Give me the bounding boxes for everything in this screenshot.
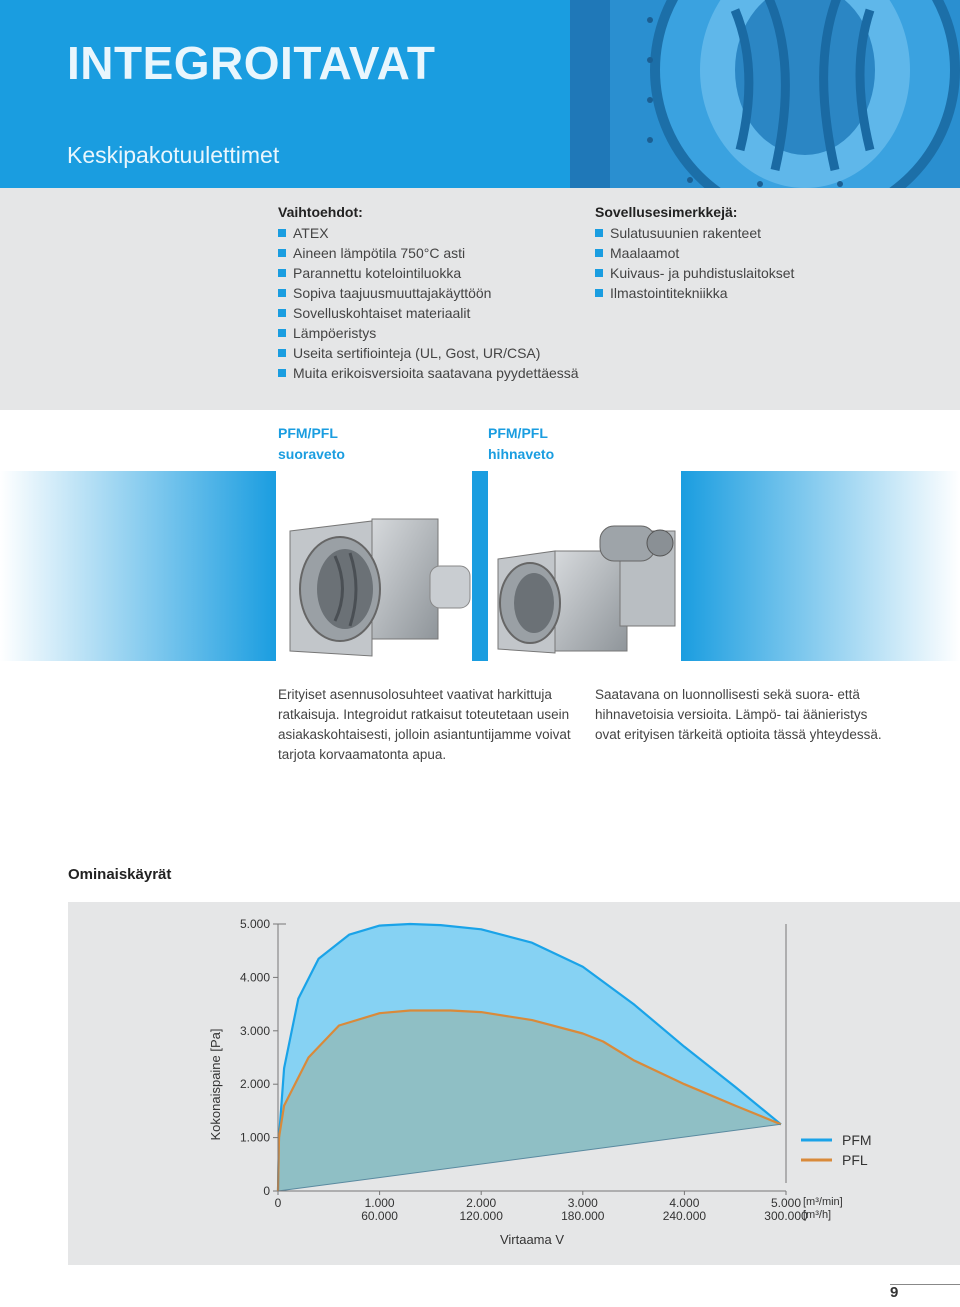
chart-section-title: Ominaiskäyrät: [68, 866, 172, 883]
list-item: Aineen lämpötila 750°C asti: [278, 243, 588, 263]
x-axis-label: Virtaama V: [499, 1232, 565, 1247]
page-title: INTEGROITAVAT: [67, 37, 436, 89]
y-tick-label: 2.000: [239, 1077, 270, 1092]
page-number: 9: [890, 1284, 899, 1301]
y-tick-label: 4.000: [239, 970, 270, 985]
x-tick-label: 2.000: [466, 1196, 497, 1210]
x-unit-primary: [m³/min]: [803, 1196, 843, 1208]
chart-legend: [801, 1132, 872, 1168]
y-axis-ticks: [240, 917, 278, 1198]
x-unit-secondary: [m³/h]: [803, 1209, 832, 1221]
x-tick-label: 5.000: [770, 1196, 802, 1210]
list-item: Maalaamot: [595, 243, 915, 263]
legend-pfl-label: PFL: [842, 1152, 868, 1168]
product-label-direct: PFM/PFL suoraveto: [278, 425, 345, 462]
list-item: Kuivaus- ja puhdistuslaitokset: [595, 263, 915, 283]
chart-areas: [278, 924, 781, 1191]
paragraph-right: Saatavana on luonnollisesti sekä suora- että hihnavetoisia versioita. Lämpö- tai äänieristys ovat erityisen tärkeitä optioita tässä yhteydessä.: [595, 687, 882, 742]
x-tick-label-secondary: 60.000: [361, 1209, 398, 1223]
list-item: Sopiva taajuusmuuttajakäyttöön: [278, 283, 588, 303]
x-tick-label: 3.000: [567, 1196, 598, 1210]
applications-list: [595, 202, 915, 303]
legend-pfm-label: PFM: [842, 1132, 872, 1148]
y-tick-label: 5.000: [239, 917, 270, 931]
y-axis-label: Kokonaispaine [Pa]: [208, 1028, 223, 1141]
x-tick-label-secondary: 180.000: [561, 1209, 605, 1223]
y-tick-label: 0: [263, 1184, 270, 1198]
list-item: ATEX: [278, 223, 588, 243]
product-photos: [0, 471, 960, 661]
list-item: Useita sertifiointeja (UL, Gost, UR/CSA): [278, 343, 588, 363]
list-item: Sovelluskohtaiset materiaalit: [278, 303, 588, 323]
list-item: Parannettu kotelointiluokka: [278, 263, 588, 283]
area-pfl: [278, 1011, 781, 1192]
list-item: Ilmastointitekniikka: [595, 283, 915, 303]
page-subtitle: Keskipakotuulettimet: [67, 142, 280, 168]
options-list: [278, 202, 588, 383]
list-item: Muita erikoisversioita saatavana pyydettäessä: [278, 363, 588, 383]
y-tick-label: 3.000: [239, 1023, 270, 1038]
x-tick-label-secondary: 120.000: [459, 1209, 503, 1223]
list-item: Sulatusuunien rakenteet: [595, 223, 915, 243]
options-heading: Vaihtoehdot:: [278, 204, 363, 220]
x-tick-label-secondary: 240.000: [662, 1209, 707, 1223]
y-tick-label: 1.000: [239, 1130, 270, 1145]
page-number-rule: [890, 1284, 960, 1285]
x-tick-label-secondary: 300.000: [764, 1209, 808, 1223]
list-item: Lämpöeristys: [278, 323, 588, 343]
x-tick-label: 1.000: [364, 1196, 395, 1210]
x-tick-label: 0: [274, 1196, 282, 1210]
fan-wheel-image: [560, 0, 960, 188]
paragraph-left: Erityiset asennusolosuhteet vaativat harkittuja ratkaisuja. Integroidut ratkaisut toteutetaan usein asiakaskohtaisesti, jolloin asiantuntijamme voivat tarjota korvaamatonta apua.: [278, 687, 571, 762]
performance-chart-panel: [68, 902, 960, 1265]
x-axis-ticks: [275, 1191, 808, 1223]
x-tick-label: 4.000: [669, 1196, 700, 1210]
performance-chart: [68, 902, 960, 1265]
hero-banner: [0, 0, 960, 188]
product-label-belt: PFM/PFL hihnaveto: [488, 425, 555, 462]
applications-heading: Sovellusesimerkkejä:: [595, 204, 738, 220]
